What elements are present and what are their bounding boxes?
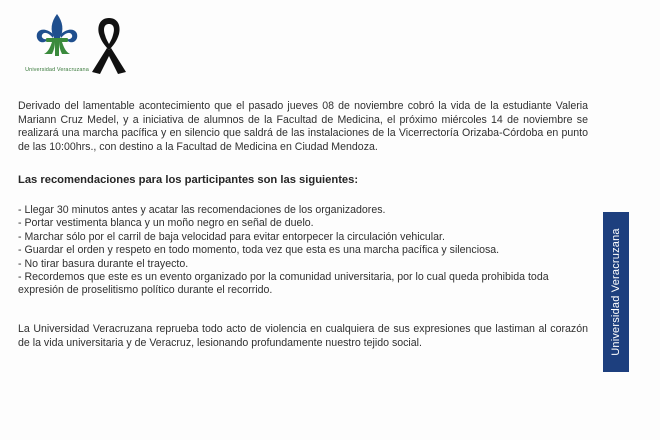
- recommendations-list: [18, 204, 588, 298]
- list-item: - Portar vestimenta blanca y un moño negro en señal de duelo.: [18, 217, 314, 230]
- intro-paragraph: Derivado del lamentable acontecimiento que el pasado jueves 08 de noviembre cobró la vida de la estudiante Valeria Mariann Cruz Medel, y a iniciativa de alumnos de la Facultad de Medicina, el próximo miércoles 14 de noviembre se realizará una marcha pacífica y en silencio que saldrá de las instalaciones de la Vicerrectoría Orizaba-Córdoba en punto de las 10:00hrs., con destino a la Facultad de Medicina en Ciudad Mendoza.: [18, 100, 588, 153]
- mourning-ribbon: [86, 14, 132, 81]
- list-item: - No tirar basura durante el trayecto.: [18, 257, 189, 270]
- mourning-ribbon-icon: [86, 14, 132, 76]
- list-item: - Recordemos que este es un evento organizado por la comunidad universitaria, por lo cual queda prohibida toda expresión de proselitismo político durante el recorrido.: [18, 271, 549, 297]
- recommendations-heading: Las recomendaciones para los participantes son las siguientes:: [18, 174, 359, 186]
- fleur-de-lis-logo-icon: [32, 12, 82, 64]
- logo-caption: Universidad Veracruzana: [25, 67, 89, 73]
- closing-paragraph: La Universidad Veracruzana reprueba todo acto de violencia en cualquiera de sus expresiones que lastiman al corazón de la vida universitaria y de Veracruz, lesionando profundamente nuestro tejido social.: [18, 323, 588, 349]
- list-item: - Guardar el orden y respeto en todo momento, toda vez que esta es una marcha pacífica y silenciosa.: [18, 244, 500, 257]
- list-item: - Marchar sólo por el carril de baja velocidad para evitar entorpecer la circulación vehicular.: [18, 230, 445, 243]
- list-item: - Llegar 30 minutos antes y acatar las recomendaciones de los organizadores.: [18, 204, 386, 216]
- sidebar-label: Universidad Veracruzana: [610, 228, 622, 356]
- university-sidebar-banner: [603, 212, 629, 372]
- university-logo: [22, 12, 92, 82]
